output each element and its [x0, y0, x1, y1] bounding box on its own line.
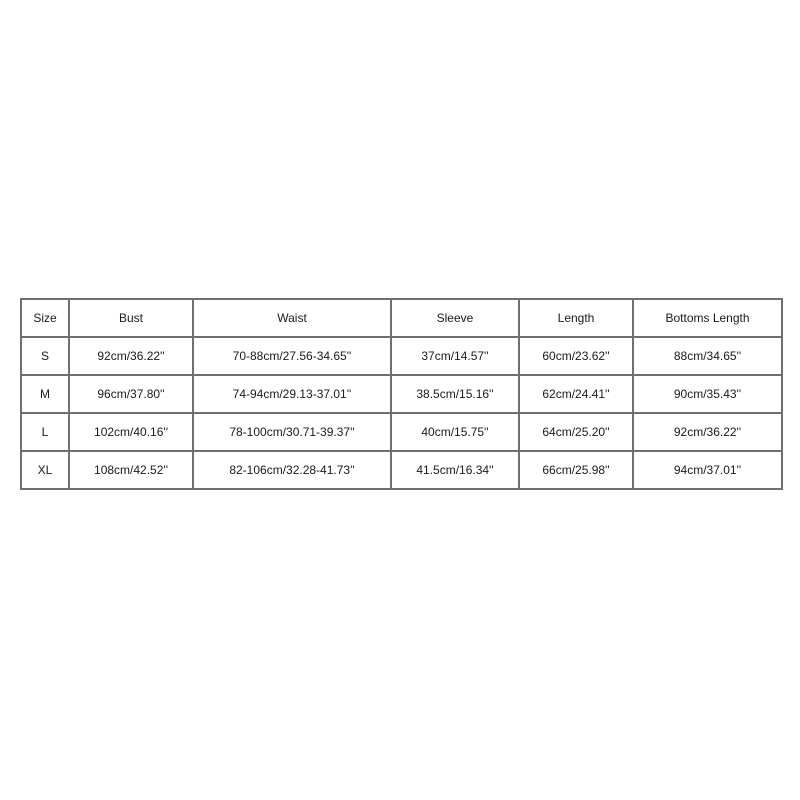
table-row [21, 337, 782, 375]
cell-waist: 78-100cm/30.71-39.37'' [193, 413, 391, 451]
cell-waist: 74-94cm/29.13-37.01'' [193, 375, 391, 413]
cell-size: M [21, 375, 69, 413]
cell-sleeve: 41.5cm/16.34'' [391, 451, 519, 489]
header-bottoms-length: Bottoms Length [633, 299, 782, 337]
table-row [21, 375, 782, 413]
cell-length: 60cm/23.62'' [519, 337, 633, 375]
cell-waist: 70-88cm/27.56-34.65'' [193, 337, 391, 375]
cell-length: 66cm/25.98'' [519, 451, 633, 489]
table-row [21, 451, 782, 489]
header-size: Size [21, 299, 69, 337]
cell-bottoms-length: 88cm/34.65'' [633, 337, 782, 375]
cell-bottoms-length: 94cm/37.01'' [633, 451, 782, 489]
table-row [21, 413, 782, 451]
cell-sleeve: 37cm/14.57'' [391, 337, 519, 375]
header-length: Length [519, 299, 633, 337]
cell-bust: 96cm/37.80'' [69, 375, 193, 413]
cell-waist: 82-106cm/32.28-41.73'' [193, 451, 391, 489]
table-header-row [21, 299, 782, 337]
header-waist: Waist [193, 299, 391, 337]
cell-length: 64cm/25.20'' [519, 413, 633, 451]
cell-sleeve: 38.5cm/15.16'' [391, 375, 519, 413]
cell-bottoms-length: 90cm/35.43'' [633, 375, 782, 413]
cell-size: L [21, 413, 69, 451]
cell-bust: 92cm/36.22'' [69, 337, 193, 375]
cell-bottoms-length: 92cm/36.22'' [633, 413, 782, 451]
header-bust: Bust [69, 299, 193, 337]
cell-length: 62cm/24.41'' [519, 375, 633, 413]
cell-bust: 102cm/40.16'' [69, 413, 193, 451]
cell-size: XL [21, 451, 69, 489]
header-sleeve: Sleeve [391, 299, 519, 337]
cell-sleeve: 40cm/15.75'' [391, 413, 519, 451]
size-chart-table [20, 298, 783, 490]
cell-size: S [21, 337, 69, 375]
cell-bust: 108cm/42.52'' [69, 451, 193, 489]
